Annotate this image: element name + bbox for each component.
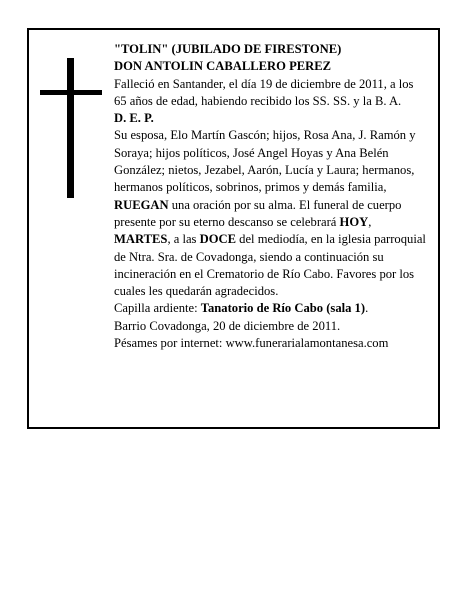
family-paragraph: Su esposa, Elo Martín Gascón; hijos, Rosa Ana, J. Ramón y Soraya; hijos políticos, José Angel Hoyas y Ana Belén González; nietos, Jezabel, Aarón, Lucía y Laura; hermanos, hermanos políticos, sobrinos, primos y demás familia, (114, 128, 416, 195)
capilla-label: Capilla ardiente: (114, 301, 201, 316)
capilla-place: Tanatorio de Río Cabo (sala 1) (200, 301, 366, 316)
pesames-line: Pésames por internet: www.funerarialamontanesa.com (114, 336, 389, 351)
dep-line: D. E. P. (114, 111, 154, 126)
doce-word: DOCE (199, 232, 237, 247)
comma-separator: , (368, 214, 372, 229)
capilla-line (114, 300, 426, 317)
funeral-details: del mediodía, en la iglesia parroquial de Ntra. Sra. de Covadonga, siendo a continuación su incineración en el Crematorio de Río Cabo. Favores por los cuales les quedarán agradecidos. (114, 232, 426, 299)
funeral-paragraph (114, 197, 426, 301)
nickname-line: "TOLIN" (JUBILADO DE FIRESTONE) (114, 42, 342, 56)
death-paragraph: Falleció en Santander, el día 19 de diciembre de 2011, a los 65 años de edad, habiendo recibido los SS. SS. y la B. A. (114, 76, 414, 108)
a-las-text: , a las (167, 232, 200, 247)
martes-word: MARTES (114, 232, 168, 247)
capilla-end: . (365, 301, 369, 316)
cross-horizontal-bar (40, 90, 102, 95)
obituary-notice (27, 28, 440, 429)
cross-icon (40, 58, 102, 198)
ruegan-word: RUEGAN (114, 197, 169, 212)
hoy-word: HOY (339, 214, 369, 229)
deceased-name: DON ANTOLIN CABALLERO PEREZ (114, 59, 332, 74)
ruegan-text: una oración por su alma. El funeral de cuerpo presente por su eterno descanso se celebrará (114, 197, 402, 229)
place-date-line: Barrio Covadonga, 20 de diciembre de 2011. (114, 318, 341, 333)
cross-vertical-bar (67, 58, 74, 198)
notice-text (114, 41, 426, 352)
